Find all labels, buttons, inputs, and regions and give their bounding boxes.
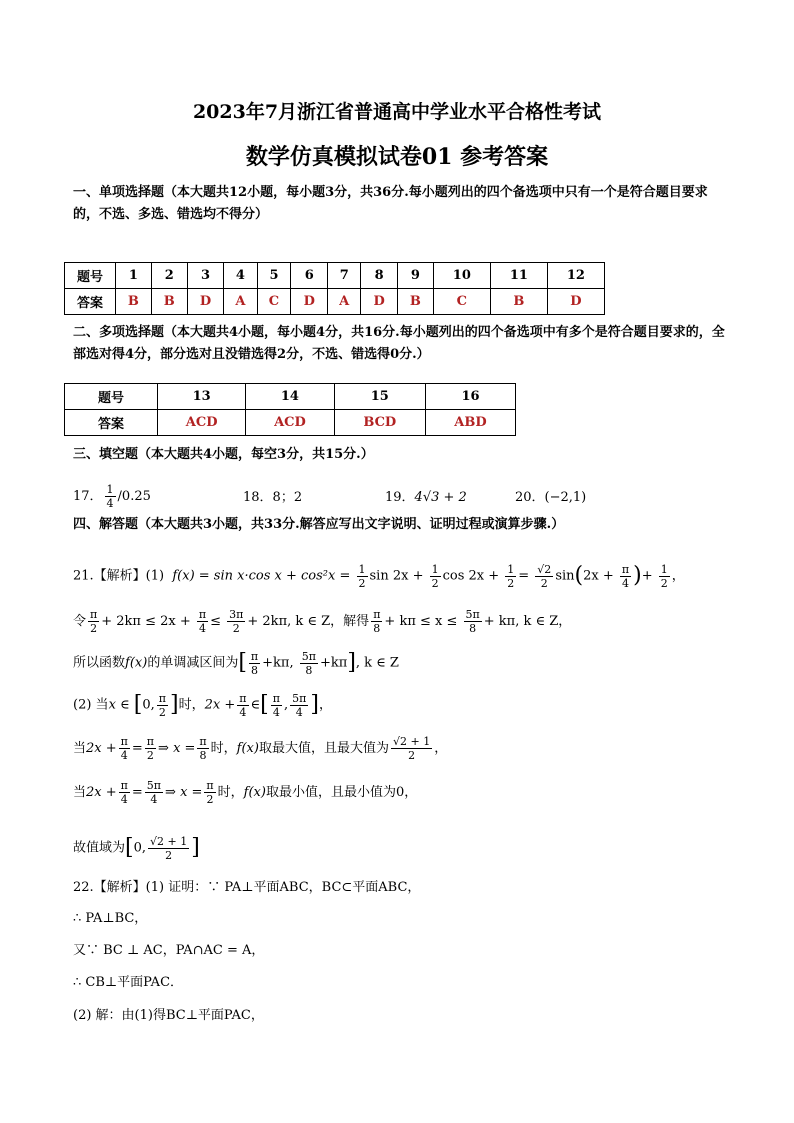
question-number: 7 (328, 263, 361, 289)
answer-cell: D (547, 289, 604, 315)
answer-cell: ACD (158, 410, 246, 436)
answer-cell: B (151, 289, 187, 315)
fraction-one-quarter: $\frac{1}{4}$ (106, 483, 114, 510)
q21-line-3: 所以函数f(x)的单调减区间为[ $\frac{\pi}{8}$ +kπ, $\frac{5\pi}{8}$ +kπ], k ∈ Z (73, 649, 399, 677)
question-number: 12 (547, 263, 604, 289)
single-choice-table (64, 262, 605, 315)
row-label-question: 题号 (65, 263, 116, 289)
question-number: 3 (187, 263, 224, 289)
answer-20: 20．(−2,1) (515, 490, 587, 505)
table-row (65, 410, 516, 436)
q22-line-1: 22.【解析】(1) 证明：∵ PA⊥平面ABC，BC⊂平面ABC， (73, 880, 421, 895)
section3-intro: 三、填空题（本大题共4小题，每空3分，共15分.） (73, 447, 374, 462)
question-number: 11 (490, 263, 547, 289)
question-number: 5 (257, 263, 291, 289)
q21-line-2: 令 $\frac{\pi}{2}$ + 2kπ ≤ 2x + $\frac{\pi}{4}$ ≤ $\frac{3\pi}{2}$ + 2kπ, k ∈ Z，解得 $\frac{\pi}{8}$ + kπ ≤ x ≤ $\frac{5\pi}{8}$ + kπ, k ∈ Z， (73, 608, 572, 635)
table-row (65, 289, 605, 315)
question-number: 2 (151, 263, 187, 289)
q21-line-1: 21.【解析】(1) f(x) = sin x·cos x + cos²x = $\frac{1}{2}$ sin 2x + $\frac{1}{2}$ cos 2x + $\frac{1}{2}$ = $\frac{√2}{2}$ sin(2x + $\frac{\pi}{4}$ )+ $\frac{1}{2}$ ， (73, 562, 685, 590)
question-number: 8 (361, 263, 398, 289)
q21-line-4: (2) 当x ∈ [0, $\frac{\pi}{2}$ ]时，2x + $\frac{\pi}{4}$ ∈[ $\frac{\pi}{4}$ , $\frac{5\pi}{4}$ ]， (73, 691, 332, 719)
answer-cell: A (224, 289, 257, 315)
q22-line-4: ∴ CB⊥平面PAC． (73, 975, 184, 990)
q22-line-2: ∴ PA⊥BC， (73, 911, 148, 926)
document-subtitle: 数学仿真模拟试卷01 参考答案 (245, 144, 549, 170)
question-number: 14 (246, 384, 334, 410)
answer-cell: D (361, 289, 398, 315)
section4-intro: 四、解答题（本大题共3小题，共33分.解答应写出文字说明、证明过程或演算步骤.） (73, 517, 565, 532)
answer-cell: BCD (334, 410, 425, 436)
table-row (65, 384, 516, 410)
question-number: 15 (334, 384, 425, 410)
row-label-answer: 答案 (65, 289, 116, 315)
question-number: 9 (397, 263, 433, 289)
answer-cell: B (397, 289, 433, 315)
answer-cell: ACD (246, 410, 334, 436)
question-number: 10 (433, 263, 490, 289)
answer-19: 19．4√3 + 2 (385, 490, 467, 505)
answer-cell: ABD (425, 410, 515, 436)
q21-line-5: 当2x + $\frac{\pi}{4}$ = $\frac{\pi}{2}$ ⇒ x = $\frac{\pi}{8}$ 时，f(x)取最大值，且最大值为 $\frac{√2 + 1}{2}$ ， (73, 735, 448, 762)
answer-cell: A (328, 289, 361, 315)
question-number: 16 (425, 384, 515, 410)
row-label-answer: 答案 (65, 410, 158, 436)
answer-cell: B (116, 289, 152, 315)
question-number: 13 (158, 384, 246, 410)
q22-line-3: 又∵ BC ⊥ AC，PA∩AC = A， (73, 943, 265, 958)
question-number: 6 (291, 263, 328, 289)
answer-17: 17． $\frac{1}{4}$ /0.25 (73, 483, 151, 510)
answer-cell: B (490, 289, 547, 315)
answer-cell: C (257, 289, 291, 315)
q21-line-6: 当2x + $\frac{\pi}{4}$ = $\frac{5\pi}{4}$ ⇒ x = $\frac{\pi}{2}$ 时，f(x)取最小值，且最小值为0， (73, 779, 418, 806)
question-number: 4 (224, 263, 257, 289)
section1-intro: 一、单项选择题（本大题共12小题，每小题3分，共36分.每小题列出的四个备选项中只有一个是符合题目要求的，不选、多选、错选均不得分） (73, 185, 708, 222)
q21-line-7: 故值域为[0, $\frac{√2 + 1}{2}$ ] (73, 834, 200, 862)
section2-intro: 二、多项选择题（本大题共4小题，每小题4分，共16分.每小题列出的四个备选项中有多个是符合题目要求的，全部选对得4分，部分选对且没错选得2分，不选、错选得0分.） (73, 325, 725, 362)
answer-cell: D (187, 289, 224, 315)
answer-cell: D (291, 289, 328, 315)
question-number: 1 (116, 263, 152, 289)
document-title: 2023年7月浙江省普通高中学业水平合格性考试 (192, 101, 602, 123)
answer-18: 18．8；2 (243, 490, 303, 505)
q22-line-5: (2) 解：由(1)得BC⊥平面PAC， (73, 1008, 264, 1023)
multi-choice-table (64, 383, 516, 436)
table-row (65, 263, 605, 289)
row-label-question: 题号 (65, 384, 158, 410)
answer-cell: C (433, 289, 490, 315)
